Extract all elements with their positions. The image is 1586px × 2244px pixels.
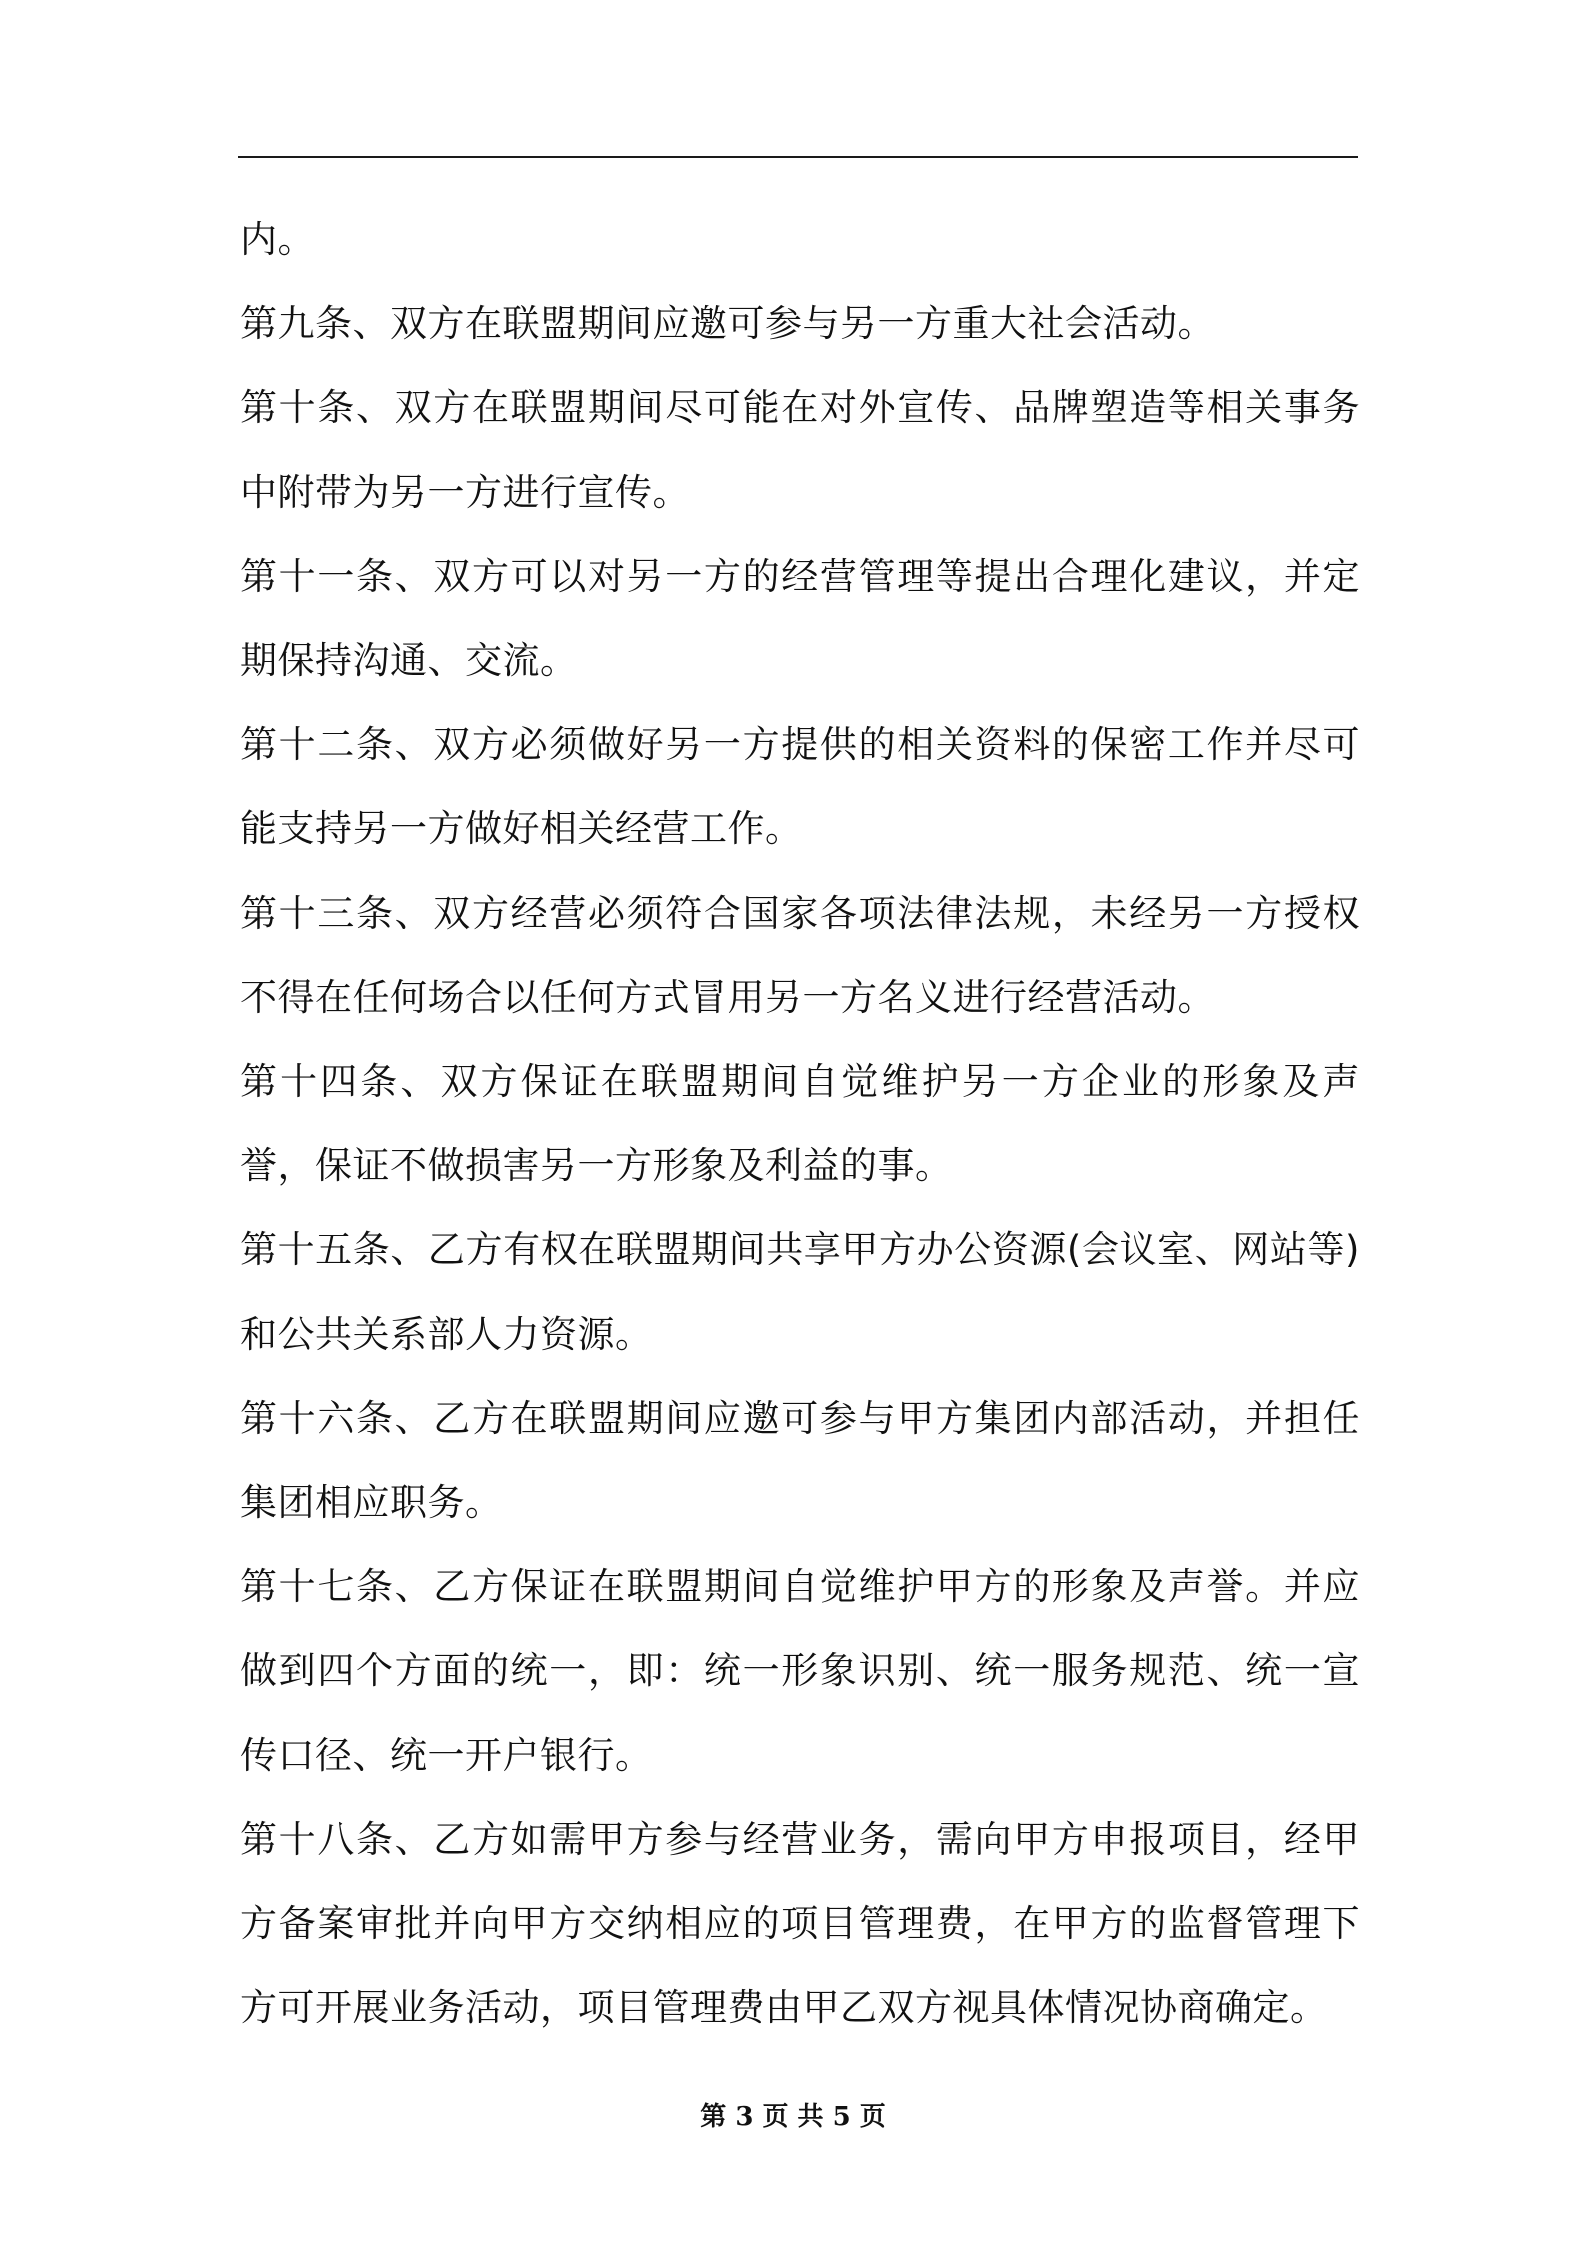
- article-14: 第十四条、双方保证在联盟期间自觉维护另一方企业的形象及声誉，保证不做损害另一方形象及利益的事。: [240, 1060, 1360, 1188]
- header-divider: [238, 156, 1358, 158]
- article-10: 第十条、双方在联盟期间尽可能在对外宣传、品牌塑造等相关事务中附带为另一方进行宣传。: [240, 386, 1360, 514]
- document-body: [240, 198, 1360, 2050]
- article-15: 第十五条、乙方有权在联盟期间共享甲方办公资源(会议室、网站等)和公共关系部人力资源。: [240, 1228, 1360, 1356]
- page-number-footer: 第 3 页 共 5 页: [700, 2102, 886, 2132]
- article-17: 第十七条、乙方保证在联盟期间自觉维护甲方的形象及声誉。并应做到四个方面的统一，即：统一形象识别、统一服务规范、统一宣传口径、统一开户银行。: [240, 1565, 1360, 1777]
- paragraph-continuation: 内。: [240, 218, 315, 261]
- article-18: 第十八条、乙方如需甲方参与经营业务，需向甲方申报项目，经甲方备案审批并向甲方交纳相应的项目管理费，在甲方的监督管理下方可开展业务活动，项目管理费由甲乙双方视具体情况协商确定。: [240, 1817, 1360, 2030]
- article-13: 第十三条、双方经营必须符合国家各项法律法规，未经另一方授权不得在任何场合以任何方式冒用另一方名义进行经营活动。: [240, 891, 1360, 1019]
- article-12: 第十二条、双方必须做好另一方提供的相关资料的保密工作并尽可能支持另一方做好相关经营工作。: [240, 723, 1360, 851]
- article-16: 第十六条、乙方在联盟期间应邀可参与甲方集团内部活动，并担任集团相应职务。: [240, 1396, 1360, 1525]
- article-9: 第九条、双方在联盟期间应邀可参与另一方重大社会活动。: [240, 302, 1215, 346]
- article-11: 第十一条、双方可以对另一方的经营管理等提出合理化建议，并定期保持沟通、交流。: [240, 554, 1360, 683]
